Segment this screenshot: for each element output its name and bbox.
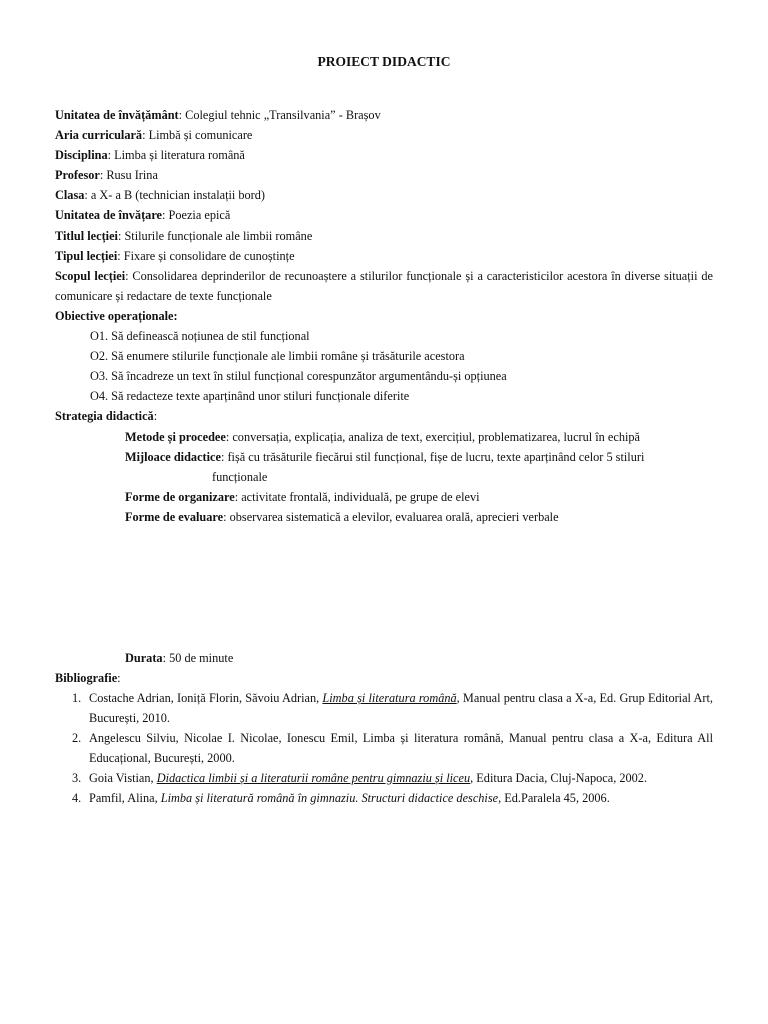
field-scopul-continued: comunicare și redactare de texte funcționale [55,288,272,303]
field-titlul: Titlul lecției: Stilurile funcționale ale limbii române [55,228,313,243]
field-profesor: Profesor: Rusu Irina [55,168,158,183]
objectives-heading: Obiective operaționale: [55,308,178,323]
bibliography-list [55,688,713,809]
field-clasa: Clasa: a X- a B (technician instalații bord) [55,188,266,203]
strategy-heading: Strategia didactică: [55,409,158,424]
blank-space [55,527,713,648]
document-title: PROIECT DIDACTIC [317,54,451,69]
objective-item: O2. Să enumere stilurile funcționale ale limbii române și trăsăturile acestora [90,349,465,364]
strategy-forme-evaluare: Forme de evaluare: observarea sistematică a elevilor, evaluarea orală, aprecieri verbale [125,509,559,524]
book-title: Limba și literatură română în gimnaziu. Structuri didactice deschise [160,791,499,806]
objective-item: O3. Să încadreze un text în stilul funcțional corespunzător argumentându-și opțiunea [90,369,507,384]
field-tipul: Tipul lecției: Fixare și consolidare de cunoștințe [55,248,295,263]
objective-item: O1. Să definească noțiunea de stil funcțional [90,329,310,344]
strategy-forme-organizare: Forme de organizare: activitate frontală, individuală, pe grupe de elevi [125,489,480,504]
bibliography-item: 2. Angelescu Silviu, Nicolae I. Nicolae, Ionescu Emil, Limba și literatura română, Manual pentru clasa a X-a, Editura All Educațional, București, 2000. [72,730,713,766]
book-title: Didactica limbii și a literaturii române pentru gimnaziu și liceu [156,771,471,786]
strategy-metode: Metode și procedee: conversația, explicația, analiza de text, exercițiul, problematizarea, lucrul în echipă [125,429,640,444]
bibliography-item: 4. Pamfil, Alina, Limba și literatură română în gimnaziu. Structuri didactice deschise, Ed.Paralela 45, 2006. [72,791,610,806]
bibliography-heading: Bibliografie: [55,670,121,685]
document-body [55,105,713,808]
durata-line: Durata: 50 de minute [125,650,234,665]
field-disciplina: Disciplina: Limba și literatura română [55,148,245,163]
bibliography-item: 1. Costache Adrian, Ioniță Florin, Săvoiu Adrian, Limba și literatura română, Manual pentru clasa a X-a, Ed. Grup Editorial Art, București, 2010. [72,690,713,725]
field-aria: Aria curriculară: Limbă și comunicare [55,128,253,143]
strategy-mijloace-continued: funcționale [212,469,268,484]
field-unitate-invatare: Unitatea de învățare: Poezia epică [55,208,231,223]
objective-item: O4. Să redacteze texte aparținând unor stiluri funcționale diferite [90,389,410,404]
strategy-mijloace: Mijloace didactice: fișă cu trăsăturile fiecărui stil funcțional, fișe de lucru, texte aparținând celor 5 stiluri [125,449,645,464]
book-title: Limba și literatura română [322,690,457,705]
field-scopul: Scopul lecției: Consolidarea deprinderilor de recunoaștere a stilurilor funcționale și a caracteristicilor acestora în diverse situații de [55,268,713,283]
field-unitate: Unitatea de învățământ: Colegiul tehnic „Transilvania” - Brașov [55,108,381,122]
bibliography-item: 3. Goia Vistian, Didactica limbii și a literaturii române pentru gimnaziu și liceu, Editura Dacia, Cluj-Napoca, 2002. [72,771,648,786]
